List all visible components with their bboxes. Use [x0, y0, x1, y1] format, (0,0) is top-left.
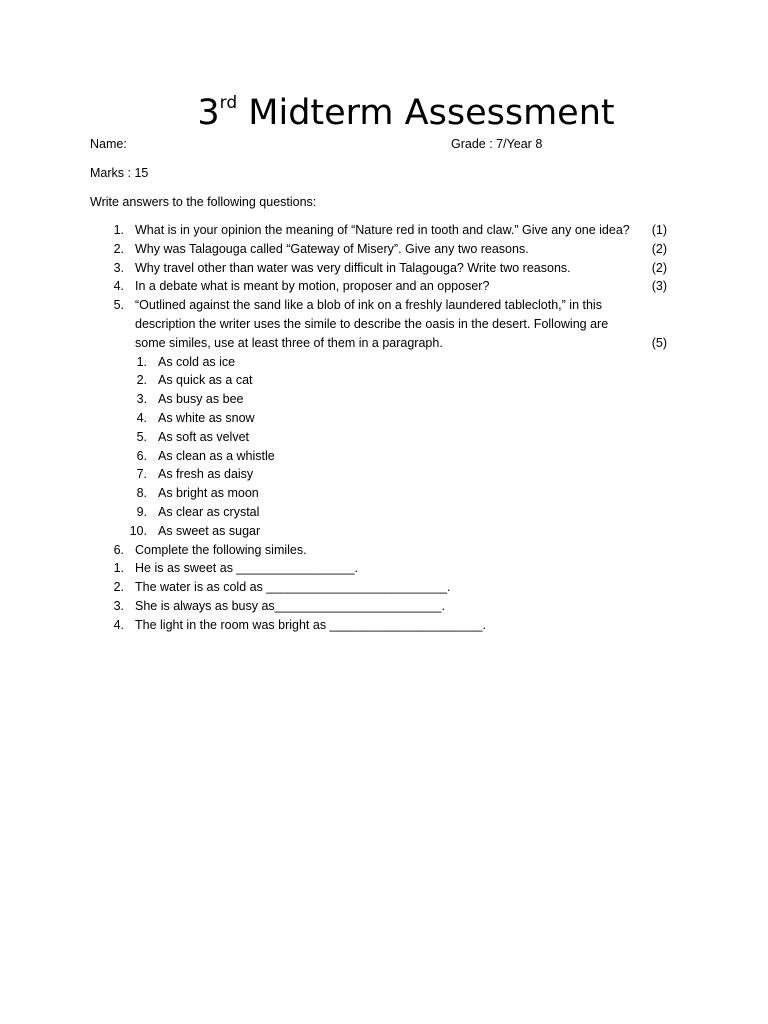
question-mark: (3) [651, 279, 667, 294]
name-label: Name: [90, 137, 127, 151]
question-number: 1. [113, 223, 124, 237]
question-text-line: “Outlined against the sand like a blob of ink on a freshly laundered tablecloth,” in this [135, 298, 602, 313]
simile-text: As clean as a whistle [158, 448, 275, 463]
question-mark: (5) [651, 335, 667, 350]
question-number: 2. [113, 241, 124, 256]
simile-number: 8. [136, 486, 147, 501]
completion-text: The water is as cold as __________________________. [135, 580, 451, 595]
completion-text: The light in the room was bright as ______________________. [135, 617, 486, 632]
page-title [0, 88, 768, 138]
question-text-line: description the writer uses the simile to describe the oasis in the desert. Following are [135, 316, 609, 331]
completion-text: She is always as busy as________________________. [135, 598, 445, 613]
simile-number: 3. [136, 392, 147, 407]
simile-number: 4. [136, 410, 147, 425]
title-text: Midterm Assessment [237, 93, 615, 133]
title-ordinal-suffix: rd [219, 93, 238, 113]
simile-text: As sweet as sugar [158, 523, 261, 538]
question-number: 4. [113, 279, 124, 294]
simile-text: As white as snow [158, 410, 255, 425]
question-number: 6. [113, 542, 124, 557]
simile-number: 5. [136, 429, 147, 444]
simile-text: As cold as ice [158, 354, 236, 369]
grade-label: Grade : 7/Year 8 [451, 137, 543, 151]
question-text: Why travel other than water was very difficult in Talagouga? Write two reasons. [135, 260, 571, 275]
simile-number: 10. [129, 523, 147, 538]
question-text: Why was Talagouga called “Gateway of Misery”. Give any two reasons. [135, 241, 529, 256]
question-text: What is in your opinion the meaning of “Nature red in tooth and claw.” Give any one idea? [135, 223, 630, 237]
simile-text: As soft as velvet [158, 429, 250, 444]
instructions: Write answers to the following questions: [90, 195, 317, 209]
simile-number: 1. [136, 354, 147, 369]
question-mark: (2) [651, 260, 667, 275]
completion-number: 1. [113, 561, 124, 576]
simile-number: 6. [136, 448, 147, 463]
simile-number: 2. [136, 373, 147, 388]
simile-text: As quick as a cat [158, 373, 253, 388]
simile-text: As bright as moon [158, 486, 259, 501]
question-text: In a debate what is meant by motion, proposer and an opposer? [135, 279, 490, 294]
question-number: 3. [113, 260, 124, 275]
question-text: Complete the following similes. [135, 542, 307, 557]
simile-text: As clear as crystal [158, 504, 260, 519]
question-mark: (1) [651, 223, 667, 237]
question-text-line: some similes, use at least three of them in a paragraph. [135, 335, 443, 350]
title-number: 3 [197, 93, 220, 133]
marks-label: Marks : 15 [90, 166, 149, 180]
completion-text: He is as sweet as _________________. [135, 561, 359, 576]
simile-number: 7. [136, 467, 147, 482]
completion-number: 4. [113, 617, 124, 632]
simile-number: 9. [136, 504, 147, 519]
completion-number: 3. [113, 598, 124, 613]
question-mark: (2) [651, 241, 667, 256]
completion-number: 2. [113, 580, 124, 595]
simile-text: As fresh as daisy [158, 467, 254, 482]
question-number: 5. [113, 298, 124, 313]
simile-text: As busy as bee [158, 392, 244, 407]
